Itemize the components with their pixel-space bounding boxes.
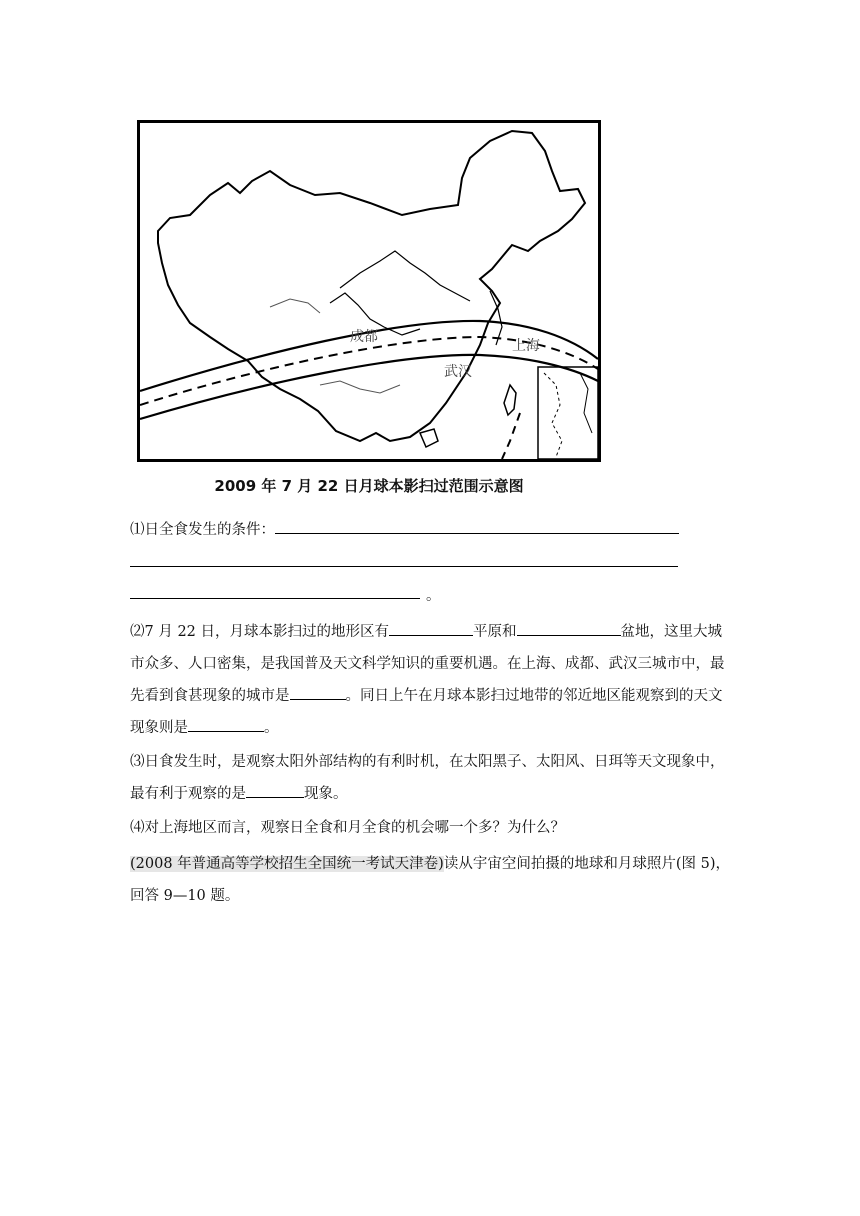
question-1-end: 。 xyxy=(426,588,441,604)
question-1-text: ⑴日全食发生的条件： xyxy=(130,522,275,538)
china-border xyxy=(158,131,585,441)
question-1 xyxy=(130,514,734,546)
label-shanghai: 上海 xyxy=(512,338,540,354)
question-4: ⑷对上海地区而言，观察日全食和月全食的机会哪一个多？为什么？ xyxy=(130,820,565,836)
answer-blank[interactable] xyxy=(389,617,473,636)
question-2-text: 。 xyxy=(264,720,279,736)
question-3-text: ⑶日食发生时，是观察太阳外部结构的有利时机，在太阳黑子、太阳风、日珥等天文现象中，最有利于观察的是 xyxy=(130,754,725,802)
label-wuhan: 武汉 xyxy=(444,364,472,380)
map-caption: 2009 年 7 月 22 日月球本影扫过范围示意图 xyxy=(214,477,524,495)
eclipse-map xyxy=(137,120,601,462)
answer-blank[interactable] xyxy=(246,779,304,798)
question-2 xyxy=(130,616,734,744)
umbra-south-edge xyxy=(140,355,598,419)
answer-blank[interactable] xyxy=(290,681,346,700)
china-outline-map xyxy=(140,123,598,459)
question-2-text: ⑵7 月 22 日，月球本影扫过的地形区有 xyxy=(130,624,390,640)
question-2-text: 。同日上午在月球本影扫过地带的邻近地区能观察到的天文现象则是 xyxy=(130,688,723,736)
answer-blank[interactable] xyxy=(188,713,264,732)
answer-blank[interactable] xyxy=(517,617,621,636)
source-paragraph xyxy=(130,848,734,912)
source-reference: (2008 年普通高等学校招生全国统一考试天津卷) xyxy=(130,856,444,872)
question-2-text: 平原和 xyxy=(473,624,517,640)
question-3-text: 现象。 xyxy=(304,786,348,802)
answer-line[interactable] xyxy=(130,598,420,599)
label-chengdu: 成都 xyxy=(350,329,378,345)
source-text: 读从宇宙空间拍摄的地球和月球照片(图 5)，回答 9—10 题。 xyxy=(130,856,730,904)
question-3 xyxy=(130,746,734,810)
question-2-text: 盆地，这里大城市众多、人口密集，是我国普及天文科学知识的重要机遇。在上海、成都、武汉三城市中，最先看到食甚现象的城市是 xyxy=(130,624,725,704)
answer-line[interactable] xyxy=(130,566,678,567)
answer-blank[interactable] xyxy=(275,515,679,534)
